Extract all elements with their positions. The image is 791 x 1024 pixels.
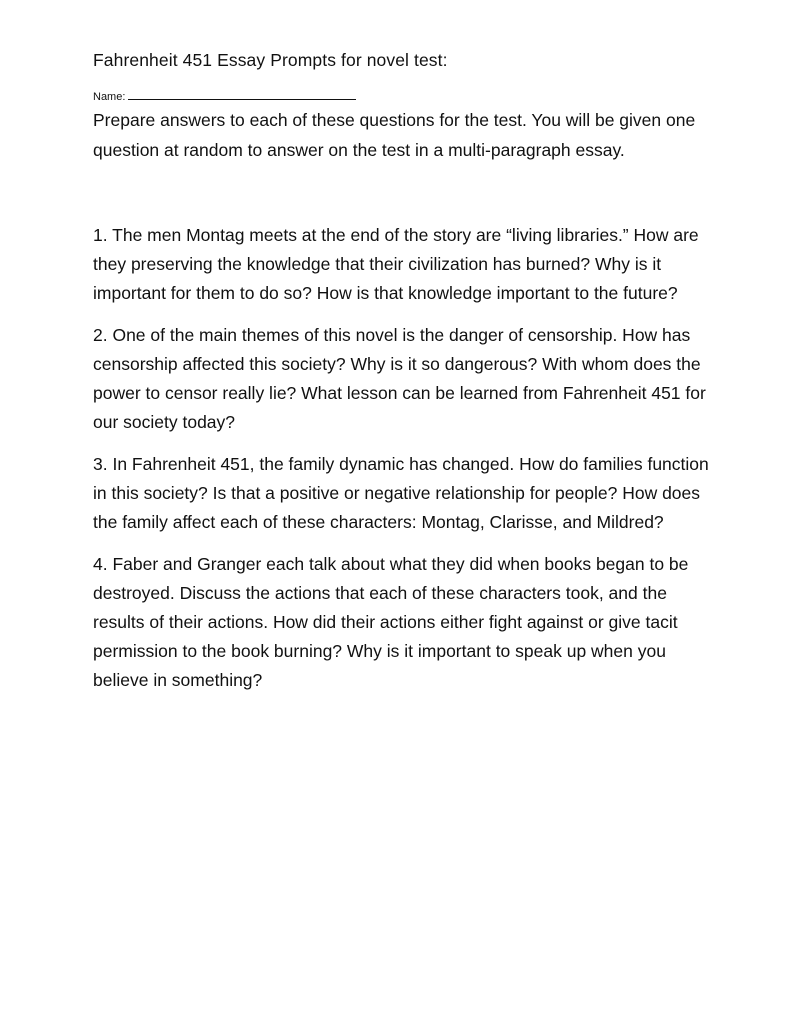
name-label: Name: xyxy=(93,91,126,103)
document-page xyxy=(93,48,723,695)
name-field-line xyxy=(93,90,723,104)
question-2: 2. One of the main themes of this novel is the danger of censorship. How has censorship affected this society? Why is it so dangerous? With whom does the power to censor really lie? What lesson can be learned from Fahrenheit 451 for our society today? xyxy=(93,325,706,432)
question-4: 4. Faber and Granger each talk about what they did when books began to be destroyed. Discuss the actions that each of these characters took, and the results of their actions. How did their actions either fight against or give tacit permission to the book burning? Why is it important to speak up when you believe in something? xyxy=(93,554,689,690)
name-blank xyxy=(128,90,356,100)
question-3: 3. In Fahrenheit 451, the family dynamic has changed. How do families function in this society? Is that a positive or negative relationship for people? How does the family affect each of these characters: Montag, Clarisse, and Mildred? xyxy=(93,454,709,532)
document-title: Fahrenheit 451 Essay Prompts for novel test: xyxy=(93,50,448,70)
question-1: 1. The men Montag meets at the end of the story are “living libraries.” How are they preserving the knowledge that their civilization has burned? Why is it important for them to do so? How is that knowledge important to the future? xyxy=(93,225,699,303)
instructions-paragraph: Prepare answers to each of these questions for the test. You will be given one question at random to answer on the test in a multi-paragraph essay. xyxy=(93,110,696,160)
